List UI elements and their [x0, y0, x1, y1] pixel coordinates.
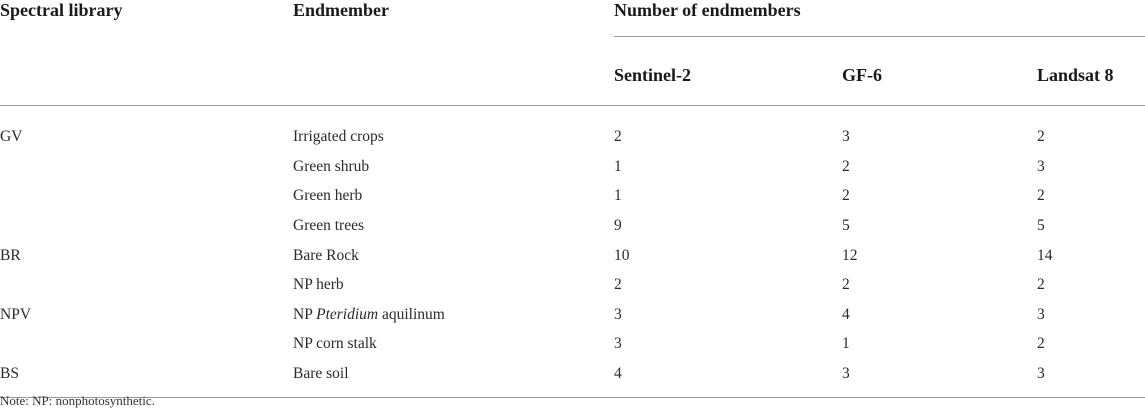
table-row [0, 241, 1145, 271]
cell-gf6: 12 [842, 246, 858, 264]
endmember-prefix: NP [293, 305, 317, 323]
cell-gf6: 3 [842, 128, 850, 145]
cell-library: BS [0, 359, 293, 397]
cell-gf6: 5 [842, 216, 850, 234]
table-row [0, 330, 1145, 360]
table-row [0, 300, 1145, 330]
cell-library: BR [0, 246, 21, 264]
cell-endmember: Irrigated crops [293, 128, 384, 145]
cell-landsat8: 2 [1037, 276, 1045, 294]
table-note: Note: NP: nonphotosynthetic. [0, 393, 155, 408]
cell-library [0, 152, 293, 182]
cell-endmember: Green shrub [293, 157, 370, 175]
header-endmember: Endmember [293, 0, 389, 20]
cell-endmember: Green trees [293, 216, 364, 234]
cell-library: NPV [0, 305, 32, 323]
cell-sentinel2: 4 [614, 359, 842, 397]
cell-sentinel2: 10 [614, 246, 630, 264]
header-blank-1 [0, 37, 293, 106]
cell-endmember [293, 300, 614, 330]
cell-landsat8: 2 [1037, 187, 1045, 205]
cell-gf6: 2 [842, 157, 850, 175]
header-spectral-library: Spectral library [0, 0, 123, 20]
cell-endmember: Green herb [293, 187, 363, 205]
cell-sentinel2: 3 [614, 335, 622, 353]
cell-landsat8: 3 [1037, 359, 1145, 397]
cell-sentinel2: 9 [614, 216, 622, 234]
cell-library [0, 270, 293, 300]
cell-endmember: Bare soil [293, 359, 614, 397]
cell-gf6: 4 [842, 305, 850, 323]
cell-sentinel2: 3 [614, 305, 622, 323]
cell-sentinel2: 1 [614, 157, 622, 175]
header-blank-2 [293, 37, 614, 106]
cell-gf6: 2 [842, 276, 850, 294]
cell-endmember: NP herb [293, 276, 344, 294]
cell-sentinel2: 2 [614, 276, 622, 294]
cell-sentinel2: 1 [614, 187, 622, 205]
cell-gf6: 3 [842, 359, 1037, 397]
cell-endmember: Bare Rock [293, 246, 359, 264]
cell-sentinel2: 2 [614, 128, 622, 145]
cell-landsat8: 5 [1037, 216, 1045, 234]
table-row [0, 359, 1145, 397]
endmember-suffix: aquilinum [378, 305, 445, 323]
cell-landsat8: 3 [1037, 305, 1045, 323]
header-number-of-endmembers: Number of endmembers [614, 0, 1145, 37]
table-row [0, 211, 1145, 241]
cell-landsat8: 3 [1037, 157, 1045, 175]
endmember-italic: Pteridium [316, 305, 379, 323]
cell-endmember: NP corn stalk [293, 335, 377, 353]
cell-library [0, 182, 293, 212]
cell-library [0, 211, 293, 241]
table-row [0, 106, 1145, 153]
header-sentinel2: Sentinel-2 [614, 37, 842, 106]
table-row [0, 270, 1145, 300]
table-row [0, 182, 1145, 212]
header-gf6: GF-6 [842, 37, 1037, 106]
cell-landsat8: 2 [1037, 128, 1045, 145]
header-landsat8: Landsat 8 [1037, 37, 1145, 106]
cell-library [0, 330, 293, 360]
table-row [0, 152, 1145, 182]
cell-landsat8: 2 [1037, 335, 1045, 353]
cell-gf6: 1 [842, 335, 850, 353]
cell-landsat8: 14 [1037, 246, 1053, 264]
cell-gf6: 2 [842, 187, 850, 205]
cell-library: GV [0, 128, 23, 145]
